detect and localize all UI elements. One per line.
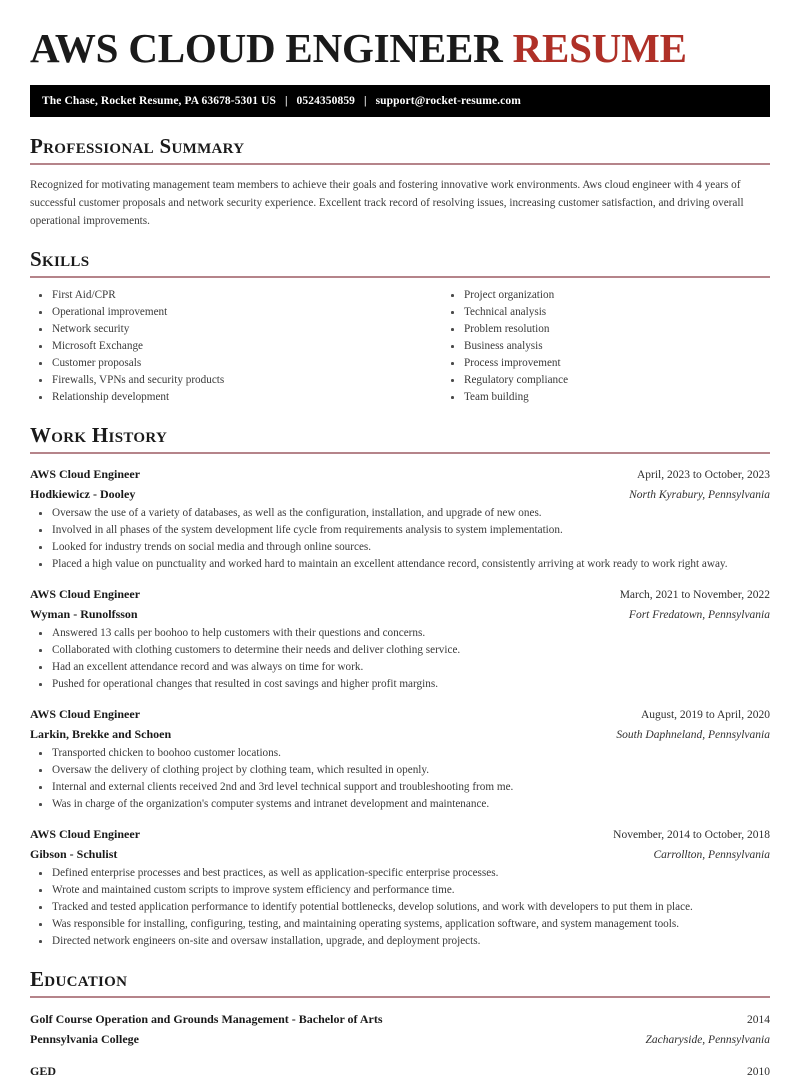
skill-item: Microsoft Exchange (30, 338, 400, 355)
education-degree-row (30, 1010, 770, 1030)
work-history-list (30, 454, 770, 950)
job-bullet-list (30, 625, 770, 693)
education-degree-row (30, 1062, 770, 1082)
job-location: North Kyrabury, Pennsylvania (629, 489, 770, 501)
job-bullet: Had an excellent attendance record and was always on time for work. (30, 659, 770, 676)
skill-item: First Aid/CPR (30, 287, 400, 304)
contact-phone[interactable]: 0524350859 (296, 95, 356, 107)
work-history-entry (30, 573, 770, 693)
contact-address: The Chase, Rocket Resume, PA 63678-5301 US (42, 95, 276, 107)
job-bullet-list (30, 865, 770, 950)
job-bullet: Directed network engineers on-site and oversaw installation, upgrade, and deployment projects. (30, 933, 770, 950)
job-dates: August, 2019 to April, 2020 (640, 709, 770, 721)
job-company-row (30, 845, 770, 865)
contact-email[interactable]: support@rocket-resume.com (375, 95, 521, 107)
section-skills (30, 247, 770, 406)
job-bullet: Oversaw the delivery of clothing project by clothing team, which resulted in openly. (30, 762, 770, 779)
job-dates: November, 2014 to October, 2018 (613, 829, 770, 841)
page-title-main: AWS CLOUD ENGINEER (30, 25, 503, 71)
skill-item: Customer proposals (30, 355, 400, 372)
contact-separator-2: | (364, 95, 367, 107)
job-location: Carrollton, Pennsylvania (653, 849, 770, 861)
job-company: Gibson - Schulist (30, 847, 118, 861)
education-year: 2010 (747, 1066, 770, 1078)
skill-item: Firewalls, VPNs and security products (30, 372, 400, 389)
job-bullet-list (30, 745, 770, 813)
section-heading-education: Education (30, 967, 128, 991)
job-dates: March, 2021 to November, 2022 (619, 589, 770, 601)
skill-item: Technical analysis (442, 304, 770, 321)
education-school-row (30, 1030, 770, 1050)
job-title: AWS Cloud Engineer (30, 827, 141, 841)
section-heading-summary: Professional Summary (30, 134, 245, 158)
summary-text: Recognized for motivating management team members to achieve their goals and fostering innovative work environments. Aws cloud engineer with 4 years of successful customer proposals and network security experience. Excellent track record of resolving issues, increasing customer satisfaction, and driving overall operational improvements. (30, 179, 744, 227)
job-title-row (30, 705, 770, 725)
skills-list-left (30, 287, 400, 406)
job-company-row (30, 605, 770, 625)
job-company-row (30, 485, 770, 505)
education-degree: Golf Course Operation and Grounds Management - Bachelor of Arts (30, 1012, 383, 1026)
job-bullet: Transported chicken to boohoo customer locations. (30, 745, 770, 762)
job-company: Hodkiewicz - Dooley (30, 487, 136, 501)
page-title (30, 0, 770, 72)
job-location: South Daphneland, Pennsylvania (616, 729, 770, 741)
skill-item: Operational improvement (30, 304, 400, 321)
section-heading-work-history: Work History (30, 423, 168, 447)
section-heading-skills: Skills (30, 247, 90, 271)
job-bullet: Placed a high value on punctuality and worked hard to maintain an excellent attendance record, consistently arriving at work ready to work right away. (30, 556, 770, 573)
skill-item: Relationship development (30, 389, 400, 406)
job-bullet: Pushed for operational changes that resulted in cost savings and higher profit margins. (30, 676, 770, 693)
job-bullet: Defined enterprise processes and best practices, as well as application-specific enterprise processes. (30, 865, 770, 882)
job-bullet-list (30, 505, 770, 573)
contact-separator-1: | (284, 95, 288, 107)
page-title-accent: RESUME (512, 25, 687, 71)
job-bullet: Looked for industry trends on social media and through online sources. (30, 539, 770, 556)
contact-bar (30, 85, 770, 117)
skill-item: Process improvement (442, 355, 770, 372)
job-bullet: Internal and external clients received 2nd and 3rd level technical support and troubleshooting from me. (30, 779, 770, 796)
job-bullet: Wrote and maintained custom scripts to improve system efficiency and performance time. (30, 882, 770, 899)
job-location: Fort Fredatown, Pennsylvania (628, 609, 770, 621)
work-history-entry (30, 454, 770, 573)
section-work-history (30, 423, 770, 950)
work-history-entry (30, 693, 770, 813)
job-company-row (30, 725, 770, 745)
job-title: AWS Cloud Engineer (30, 587, 141, 601)
job-title: AWS Cloud Engineer (30, 707, 141, 721)
education-list (30, 998, 770, 1082)
job-bullet: Tracked and tested application performance to identify potential bottlenecks, develop solutions, and work with developers to put them in place. (30, 899, 770, 916)
education-entry (30, 998, 770, 1050)
skill-item: Problem resolution (442, 321, 770, 338)
education-entry (30, 1050, 770, 1082)
job-bullet: Was in charge of the organization's computer systems and intranet development and maintenance. (30, 796, 770, 813)
section-education (30, 967, 770, 1082)
education-degree: GED (30, 1064, 57, 1078)
section-professional-summary (30, 134, 770, 230)
job-title: AWS Cloud Engineer (30, 467, 141, 481)
education-year: 2014 (747, 1014, 770, 1026)
skills-column-left (30, 287, 400, 406)
job-dates: April, 2023 to October, 2023 (636, 469, 770, 481)
work-history-entry (30, 813, 770, 950)
job-title-row (30, 585, 770, 605)
skill-item: Team building (442, 389, 770, 406)
job-company: Larkin, Brekke and Schoen (30, 727, 172, 741)
job-bullet: Oversaw the use of a variety of databases, as well as the configuration, installation, and upgrade of new ones. (30, 505, 770, 522)
job-bullet: Answered 13 calls per boohoo to help customers with their questions and concerns. (30, 625, 770, 642)
education-location: Zacharyside, Pennsylvania (645, 1034, 770, 1046)
job-bullet: Was responsible for installing, configuring, testing, and maintaining operating systems, application software, and system management tools. (30, 916, 770, 933)
skill-item: Business analysis (442, 338, 770, 355)
skill-item: Network security (30, 321, 400, 338)
skills-column-right (400, 287, 770, 406)
skill-item: Regulatory compliance (442, 372, 770, 389)
job-title-row (30, 825, 770, 845)
job-bullet: Collaborated with clothing customers to determine their needs and deliver clothing service. (30, 642, 770, 659)
skill-item: Project organization (442, 287, 770, 304)
job-company: Wyman - Runolfsson (30, 607, 138, 621)
job-title-row (30, 465, 770, 485)
job-bullet: Involved in all phases of the system development life cycle from requirements analysis to system implementation. (30, 522, 770, 539)
skills-list-right (442, 287, 770, 406)
education-school: Pennsylvania College (30, 1032, 140, 1046)
skills-columns (30, 278, 770, 406)
